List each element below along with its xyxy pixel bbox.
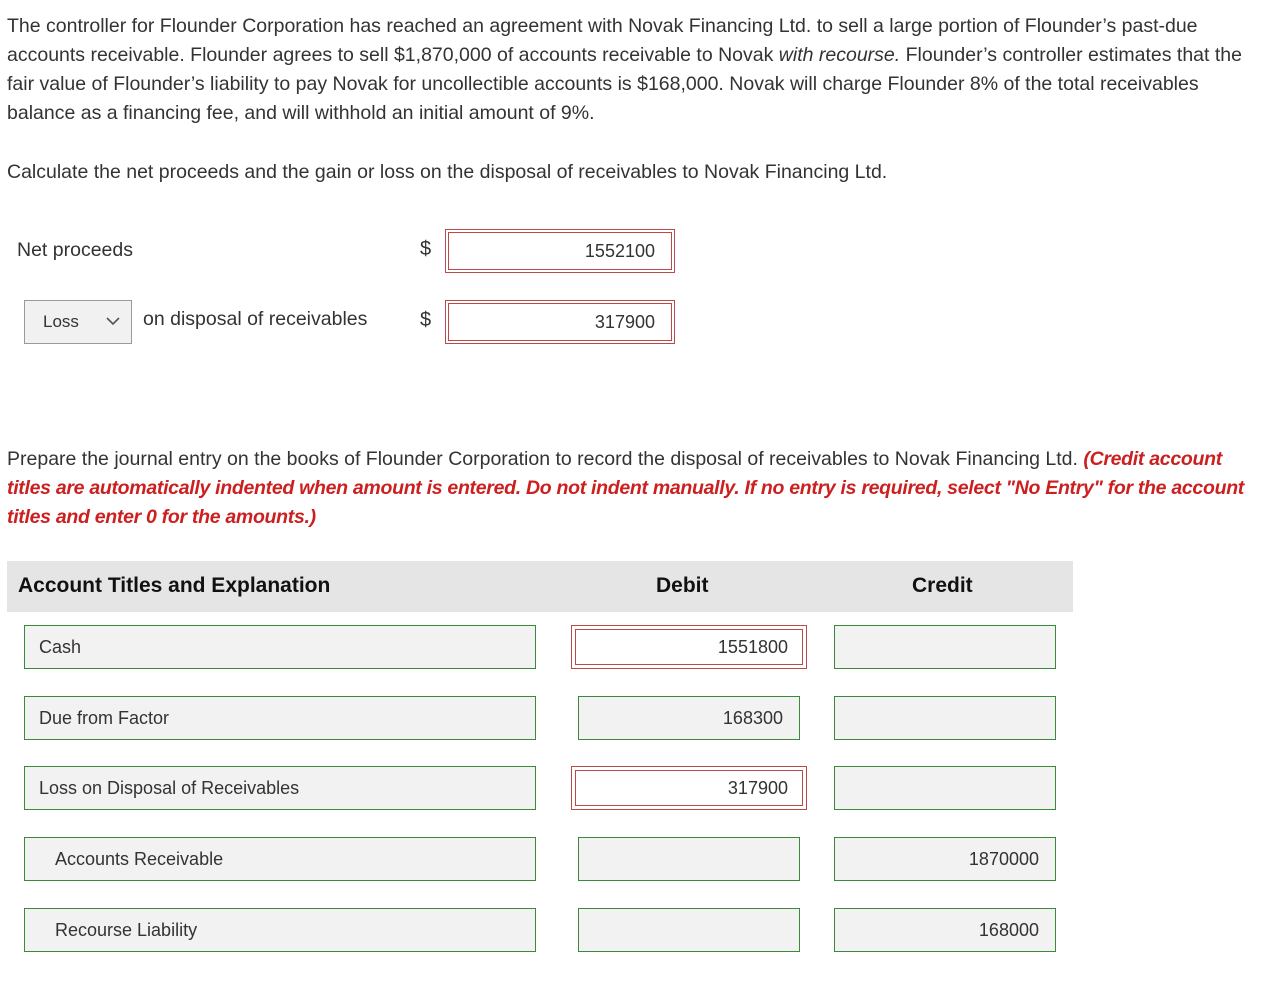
problem-statement <box>7 12 1257 128</box>
net-proceeds-input[interactable] <box>445 229 675 273</box>
net-proceeds-label: Net proceeds <box>17 239 133 261</box>
net-proceeds-dollar-sign: $ <box>420 238 432 260</box>
gain-loss-select-value: Loss <box>43 312 79 331</box>
gain-loss-select[interactable] <box>24 300 132 344</box>
credit-field[interactable] <box>834 625 1056 669</box>
credit-field[interactable] <box>834 766 1056 810</box>
problem-italic-term: with recourse. <box>778 44 901 66</box>
debit-value: 1551800 <box>575 629 803 665</box>
journal-header <box>7 561 1073 612</box>
account-title-field[interactable]: Due from Factor <box>24 696 536 740</box>
debit-field[interactable] <box>578 908 800 952</box>
credit-field[interactable]: 168000 <box>834 908 1056 952</box>
journal-instruction <box>7 445 1257 532</box>
account-title-field[interactable]: Recourse Liability <box>24 908 536 952</box>
debit-field[interactable]: 168300 <box>578 696 800 740</box>
chevron-down-icon <box>103 309 123 338</box>
account-title-field[interactable]: Loss on Disposal of Receivables <box>24 766 536 810</box>
disposal-amount-input[interactable] <box>445 300 675 344</box>
credit-field[interactable]: 1870000 <box>834 837 1056 881</box>
account-title-field[interactable]: Cash <box>24 625 536 669</box>
debit-field[interactable] <box>571 766 807 810</box>
disposal-label: on disposal of receivables <box>143 308 368 330</box>
debit-field[interactable] <box>578 837 800 881</box>
debit-field[interactable] <box>571 625 807 669</box>
account-title-field[interactable]: Accounts Receivable <box>24 837 536 881</box>
journal-instruction-text: Prepare the journal entry on the books of Flounder Corporation to record the disposal of receivables to Novak Financing Ltd. <box>7 448 1084 470</box>
calc-instruction: Calculate the net proceeds and the gain or loss on the disposal of receivables to Novak Financing Ltd. <box>7 161 888 183</box>
header-credit: Credit <box>912 574 973 597</box>
header-debit: Debit <box>656 574 709 597</box>
disposal-dollar-sign: $ <box>420 309 432 331</box>
net-proceeds-value: 1552100 <box>448 232 672 270</box>
header-account: Account Titles and Explanation <box>18 574 331 597</box>
debit-value: 317900 <box>575 770 803 806</box>
credit-field[interactable] <box>834 696 1056 740</box>
disposal-amount-value: 317900 <box>448 303 672 341</box>
problem-intro: The controller for Flounder Corporation has reached an agreement with Novak Financing Ltd. to sell a large portion of Flounder’s past-due accounts receivable. Flounder agrees to sell $1,870,000 of accounts receivable to Novak <box>7 15 1198 66</box>
journal-warning: (Credit account titles are automatically indented when amount is entered. Do not indent manually. If no entry is required, select "No Entry" for the account titles and enter 0 for the amounts.) <box>7 448 1244 528</box>
problem-rest: Flounder’s controller estimates that the fair value of Flounder’s liability to pay Novak for uncollectible accounts is $168,000. Novak will charge Flounder 8% of the total receivables balance as a financing fee, and will withhold an initial amount of 9%. <box>7 44 1242 124</box>
